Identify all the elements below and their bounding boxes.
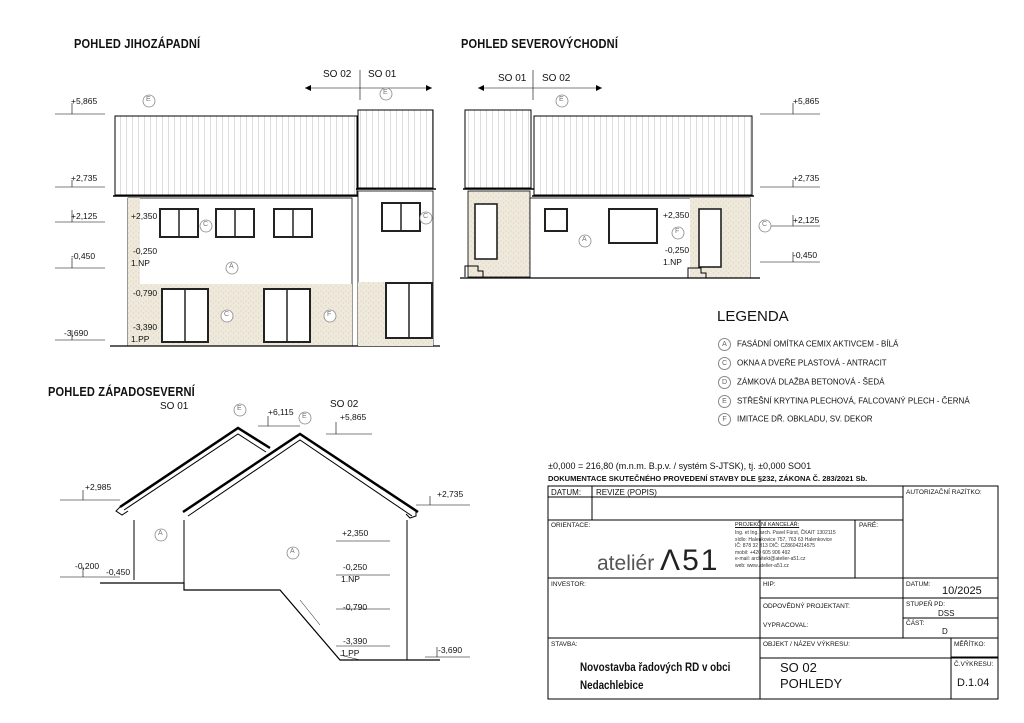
view-title-jihozapadni: POHLED JIHOZÁPADNÍ [74, 36, 201, 51]
marker-e: E [302, 413, 307, 420]
marker-a: A [582, 236, 587, 243]
legend-marker: C [718, 357, 731, 370]
so-label-so01-sv: SO 01 [498, 73, 527, 84]
level-label: 1.NP [663, 257, 682, 267]
tb-datum2-value: 10/2025 [942, 585, 982, 597]
tb-odpovedny-label: ODPOVĚDNÝ PROJEKTANT: [763, 603, 850, 610]
level-label: +2,350 [342, 528, 369, 538]
marker-a: A [290, 548, 295, 555]
level-label: -3,390 [133, 322, 158, 332]
view-title-severovychodni: POHLED SEVEROVÝCHODNÍ [461, 36, 619, 51]
kancelar-line: mobil: +420 605 906 492 [735, 549, 791, 556]
so-label-so01-jz: SO 01 [368, 69, 397, 80]
tb-cislo-label: Č.VÝKRESU: [954, 661, 994, 668]
level-label: -3,690 [438, 645, 463, 655]
level-label: 1.PP [341, 648, 360, 658]
marker-e: E [237, 405, 242, 412]
legend-title: LEGENDA [717, 308, 789, 325]
marker-e: E [383, 89, 388, 96]
building-section-zs [100, 428, 440, 660]
level-label: -0,250 [133, 246, 158, 256]
so-label-so02-zs: SO 02 [330, 399, 359, 410]
tb-cast-value: D [942, 627, 948, 636]
datum-note: ±0,000 = 216,80 (m.n.m. B.p.v. / systém S-JTSK), tj. ±0,000 SO01 [548, 461, 812, 471]
level-label: +5,865 [340, 412, 367, 422]
level-label: +6,115 [268, 407, 294, 417]
tb-kancelar-title: PROJEKČNÍ KANCELÁŘ: [735, 522, 800, 528]
level-label: +5,865 [71, 96, 98, 106]
tb-revize-label: REVIZE (POPIS) [596, 488, 657, 497]
legend-item [718, 413, 873, 426]
level-label: +2,350 [131, 211, 158, 221]
legend-marker: F [718, 413, 731, 426]
level-label: 1.PP [131, 334, 150, 344]
level-label: -0,250 [665, 245, 690, 255]
tb-datum-label: DATUM: [551, 488, 582, 497]
level-label: -0,250 [343, 562, 368, 572]
company-logo-text [597, 544, 719, 578]
level-label: -0,450 [793, 250, 818, 260]
building-so01-jz [356, 110, 436, 346]
level-label: +2,735 [71, 173, 98, 183]
marker-e: E [146, 96, 151, 103]
level-lines-jz [55, 103, 105, 340]
marker-c: C [203, 221, 209, 228]
legend-text: OKNA A DVEŘE PLASTOVÁ - ANTRACIT [737, 358, 887, 368]
level-label: -0,790 [343, 602, 368, 612]
tb-datum2-label: DATUM: [906, 581, 931, 588]
level-label: -3,390 [343, 636, 368, 646]
tb-hip-label: HIP: [763, 581, 776, 588]
level-label: +2,125 [71, 211, 98, 221]
kancelar-line: web: www.atelier-a51.cz [735, 562, 789, 569]
tb-stavba-value-2: Nedachlebice [580, 678, 644, 692]
tb-cast-label: ČÁST: [906, 620, 925, 627]
legend-text: STŘEŠNÍ KRYTINA PLECHOVÁ, FALCOVANÝ PLECH - ČERNÁ [737, 396, 970, 406]
legend-item [718, 357, 887, 370]
kancelar-line: e-mail: architekt@atelier-a51.cz [735, 556, 806, 562]
marker-a: A [229, 263, 234, 270]
marker-e: E [559, 96, 564, 103]
material-markers-zs [155, 404, 311, 559]
tb-autorizacni-label: AUTORIZAČNÍ RAZÍTKO: [906, 489, 982, 496]
tb-pare-label: PARÉ: [859, 522, 879, 529]
level-label: +2,350 [663, 210, 690, 220]
tb-stavba-label: STAVBA: [551, 641, 578, 648]
level-label: -0,450 [106, 567, 131, 577]
tb-stavba-value-1: Novostavba řadových RD v obci [580, 660, 731, 674]
level-label: +2,125 [793, 215, 820, 225]
so-division-arrow-sv [478, 70, 602, 100]
tb-objekt-value-2: POHLEDY [780, 676, 843, 691]
legend-marker: E [718, 395, 731, 408]
kancelar-line: sídlo: Halenkovice 757, 763 63 Halenkovice [735, 536, 833, 543]
legend-item [718, 338, 898, 351]
view-title-zapadoseverni: POHLED ZÁPADOSEVERNÍ [48, 384, 195, 399]
legend-item [718, 395, 970, 408]
legend-text: ZÁMKOVÁ DLAŽBA BETONOVÁ - ŠEDÁ [737, 377, 885, 387]
tb-kancelar-info [735, 530, 857, 569]
level-label: -3,690 [64, 328, 89, 338]
level-label: +2,985 [85, 482, 112, 492]
marker-f: F [675, 228, 680, 235]
tb-cislo-value: D.1.04 [957, 677, 990, 689]
level-label: -0,200 [75, 561, 100, 571]
level-label: +2,735 [437, 489, 464, 499]
level-label: -0,450 [71, 251, 96, 261]
tb-stupen-value: DSS [938, 609, 955, 618]
documentation-note: DOKUMENTACE SKUTEČNÉHO PROVEDENÍ STAVBY DLE §232, ZÁKONA Č. 283/2021 Sb. [548, 474, 868, 483]
marker-c: C [224, 311, 230, 318]
tb-stupen-label: STUPEŇ PD: [906, 601, 946, 608]
building-so01-sv [463, 110, 534, 277]
tb-orientace-label: ORIENTACE: [551, 522, 591, 529]
kancelar-line: Ing. et Ing. arch. Pavel Fürst, ČKAIT 1302115 [735, 530, 836, 536]
so-label-so01-zs: SO 01 [160, 401, 189, 412]
level-label: -0,790 [133, 288, 158, 298]
level-lines-zs [60, 416, 470, 657]
logo-a51: Λ51 [660, 544, 720, 577]
legend-marker: D [718, 376, 731, 389]
tb-objekt-value-1: SO 02 [780, 660, 817, 675]
marker-c: C [423, 213, 429, 220]
so-label-so02-jz: SO 02 [323, 69, 352, 80]
tb-vypracoval-label: VYPRACOVAL: [763, 622, 809, 629]
marker-a: A [158, 530, 163, 537]
level-label: 1.NP [341, 574, 360, 584]
marker-c: C [762, 221, 768, 228]
level-label: +5,865 [793, 96, 820, 106]
legend-marker: A [718, 338, 731, 351]
logo-atelier: ateliér [597, 552, 655, 575]
marker-f: F [327, 311, 332, 318]
tb-investor-label: INVESTOR: [551, 581, 586, 588]
level-label: 1.NP [131, 258, 150, 268]
tb-objekt-label: OBJEKT / NÁZEV VÝKRESU: [763, 641, 850, 648]
legend-item [718, 376, 884, 389]
legend-text: FASÁDNÍ OMÍTKA CEMIX AKTIVCEM - BÍLÁ [737, 339, 899, 349]
legend-text: IMITACE DŘ. OBKLADU, SV. DEKOR [737, 414, 873, 424]
tb-meritko-label: MĚŘÍTKO: [954, 641, 986, 648]
kancelar-line: IČ: 878 32 313 DIČ: CZ8604214575 [735, 543, 816, 549]
so-label-so02-sv: SO 02 [542, 73, 571, 84]
level-label: +2,735 [793, 173, 820, 183]
